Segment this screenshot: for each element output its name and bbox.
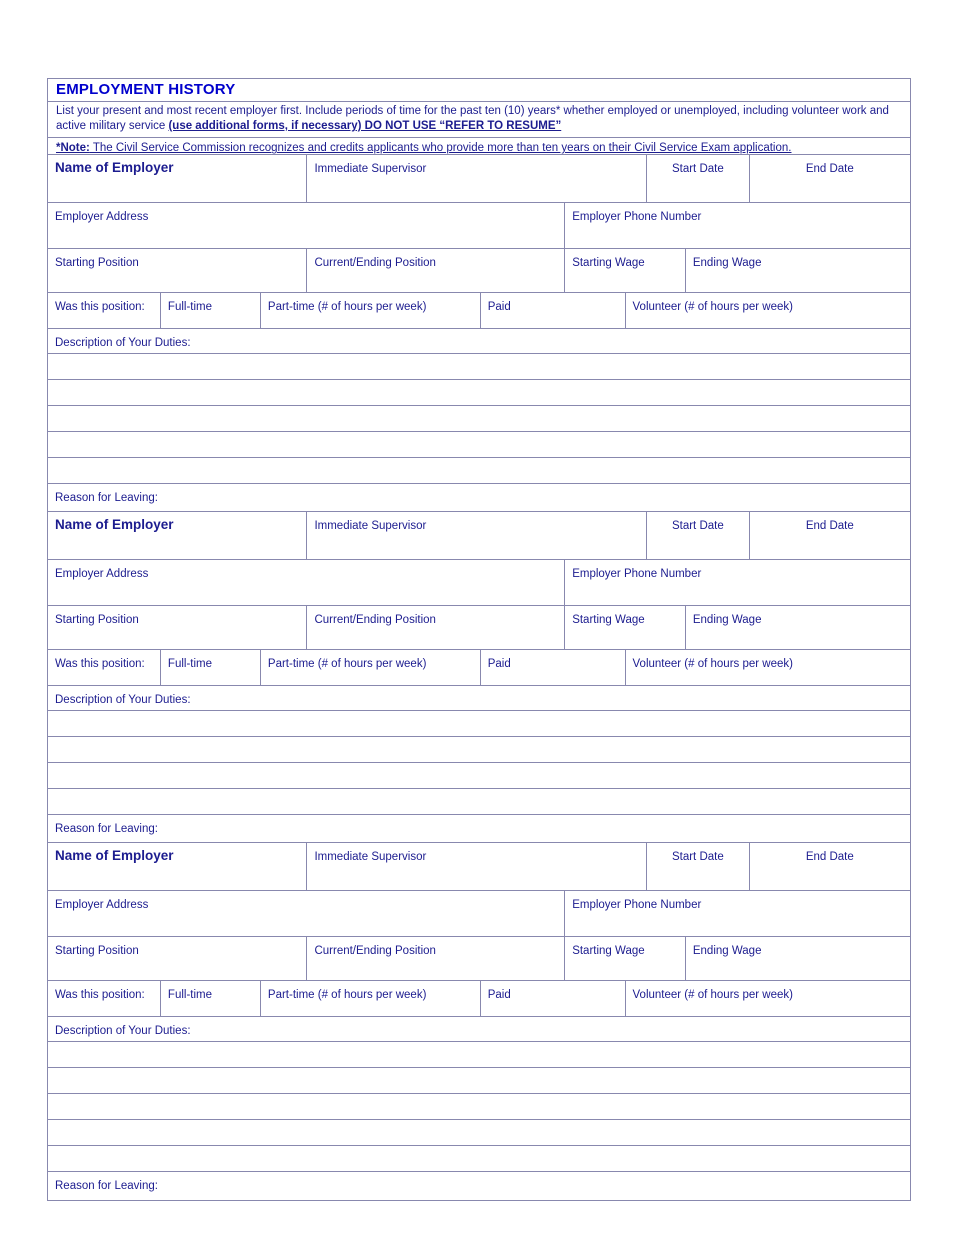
employer-phone-label: Employer Phone Number [572,899,702,912]
duties-line[interactable] [48,1068,910,1094]
paid-cell[interactable] [481,650,626,685]
employer-phone-cell[interactable] [565,560,910,605]
instructions-normal: List your present and most recent employer first. Include periods of time for the past ten (10) years* whether employed or unemployed, including volunteer work and active military service [56,105,889,133]
starting-position-label: Starting Position [55,945,139,958]
was-this-position-label: Was this position: [55,658,145,671]
duties-line[interactable] [48,432,910,458]
end-date-label: End Date [805,163,854,176]
employer-block-1 [48,155,910,512]
start-date-cell[interactable] [647,155,750,202]
note-label: *Note: [56,142,90,155]
end-date-cell[interactable] [750,512,910,559]
starting-position-cell[interactable] [48,249,307,292]
end-date-cell[interactable] [750,155,910,202]
employer-name-cell[interactable] [48,155,307,202]
reason-for-leaving-label: Reason for Leaving: [55,823,158,836]
ending-wage-label: Ending Wage [692,945,762,958]
start-date-label: Start Date [671,520,724,533]
current-ending-position-label: Current/Ending Position [314,945,436,958]
employment-history-form [47,78,911,1201]
employer-name-cell[interactable] [48,843,307,890]
immediate-supervisor-label: Immediate Supervisor [314,520,427,533]
ending-wage-cell[interactable] [686,937,910,980]
reason-for-leaving-label: Reason for Leaving: [55,1180,158,1193]
starting-position-label: Starting Position [55,257,139,270]
ending-wage-cell[interactable] [686,606,910,649]
part-time-label: Part-time (# of hours per week) [267,989,427,1002]
name-of-employer-label: Name of Employer [55,160,174,176]
duties-line[interactable] [48,354,910,380]
end-date-label: End Date [805,520,854,533]
volunteer-cell[interactable] [626,981,910,1016]
starting-wage-label: Starting Wage [572,945,645,958]
part-time-label: Part-time (# of hours per week) [267,301,427,314]
full-time-label: Full-time [167,301,213,314]
part-time-label: Part-time (# of hours per week) [267,658,427,671]
part-time-cell[interactable] [261,981,481,1016]
duties-line[interactable] [48,406,910,432]
volunteer-label: Volunteer (# of hours per week) [632,301,793,314]
employer-name-cell[interactable] [48,512,307,559]
reason-for-leaving-cell[interactable] [48,484,910,511]
ending-wage-cell[interactable] [686,249,910,292]
instructions-bold: (use additional forms, if necessary) DO NOT USE “REFER TO RESUME” [168,120,562,133]
paid-label: Paid [487,989,511,1002]
instructions-row [48,102,910,138]
volunteer-cell[interactable] [626,293,910,328]
employer-phone-cell[interactable] [565,891,910,936]
current-ending-position-label: Current/Ending Position [314,257,436,270]
paid-label: Paid [487,301,511,314]
immediate-supervisor-label: Immediate Supervisor [314,851,427,864]
duties-line[interactable] [48,458,910,484]
duties-line[interactable] [48,1146,910,1172]
duties-label: Description of Your Duties: [55,337,191,350]
employer-phone-label: Employer Phone Number [572,568,702,581]
employer-block-2 [48,512,910,843]
employer-phone-label: Employer Phone Number [572,211,702,224]
employer-address-cell[interactable] [48,203,565,248]
duties-line[interactable] [48,789,910,815]
employer-address-label: Employer Address [55,211,149,224]
full-time-cell[interactable] [161,293,261,328]
form-title-row [48,79,910,102]
employer-phone-cell[interactable] [565,203,910,248]
starting-wage-cell[interactable] [565,937,686,980]
start-date-cell[interactable] [647,843,750,890]
end-date-label: End Date [805,851,854,864]
start-date-label: Start Date [671,163,724,176]
name-of-employer-label: Name of Employer [55,848,174,864]
volunteer-cell[interactable] [626,650,910,685]
current-ending-position-label: Current/Ending Position [314,614,436,627]
start-date-cell[interactable] [647,512,750,559]
immediate-supervisor-cell[interactable] [307,512,647,559]
full-time-label: Full-time [167,658,213,671]
starting-position-label: Starting Position [55,614,139,627]
reason-for-leaving-label: Reason for Leaving: [55,492,158,505]
duties-cell[interactable] [48,686,910,710]
was-this-position-cell [48,650,161,685]
full-time-cell[interactable] [161,650,261,685]
volunteer-label: Volunteer (# of hours per week) [632,989,793,1002]
immediate-supervisor-cell[interactable] [307,843,647,890]
immediate-supervisor-label: Immediate Supervisor [314,163,427,176]
was-this-position-label: Was this position: [55,989,145,1002]
duties-line[interactable] [48,711,910,737]
paid-cell[interactable] [481,981,626,1016]
starting-wage-label: Starting Wage [572,257,645,270]
was-this-position-label: Was this position: [55,301,145,314]
employer-address-cell[interactable] [48,560,565,605]
volunteer-label: Volunteer (# of hours per week) [632,658,793,671]
note-row [48,138,910,155]
duties-line[interactable] [48,1042,910,1068]
starting-position-cell[interactable] [48,606,307,649]
end-date-cell[interactable] [750,843,910,890]
starting-wage-label: Starting Wage [572,614,645,627]
duties-label: Description of Your Duties: [55,694,191,707]
duties-line[interactable] [48,737,910,763]
duties-label: Description of Your Duties: [55,1025,191,1038]
duties-line[interactable] [48,1094,910,1120]
duties-cell[interactable] [48,329,910,353]
duties-cell[interactable] [48,1017,910,1041]
starting-wage-cell[interactable] [565,606,686,649]
part-time-cell[interactable] [261,650,481,685]
current-ending-position-cell[interactable] [307,937,565,980]
paid-label: Paid [487,658,511,671]
duties-line[interactable] [48,380,910,406]
note-body: The Civil Service Commission recognizes and credits applicants who provide more than ten years on their Civil Service Exam application. [89,142,792,155]
paid-cell[interactable] [481,293,626,328]
immediate-supervisor-cell[interactable] [307,155,647,202]
note-text [56,142,791,154]
ending-wage-label: Ending Wage [692,257,762,270]
employer-address-cell[interactable] [48,891,565,936]
current-ending-position-cell[interactable] [307,249,565,292]
employer-address-label: Employer Address [55,899,149,912]
start-date-label: Start Date [671,851,724,864]
current-ending-position-cell[interactable] [307,606,565,649]
duties-line[interactable] [48,1120,910,1146]
starting-position-cell[interactable] [48,937,307,980]
starting-wage-cell[interactable] [565,249,686,292]
reason-for-leaving-cell[interactable] [48,1172,910,1200]
ending-wage-label: Ending Wage [692,614,762,627]
full-time-label: Full-time [167,989,213,1002]
was-this-position-cell [48,981,161,1016]
part-time-cell[interactable] [261,293,481,328]
employer-block-3 [48,843,910,1200]
reason-for-leaving-cell[interactable] [48,815,910,842]
full-time-cell[interactable] [161,981,261,1016]
name-of-employer-label: Name of Employer [55,517,174,533]
employer-address-label: Employer Address [55,568,149,581]
instructions-text [56,104,902,134]
was-this-position-cell [48,293,161,328]
duties-line[interactable] [48,763,910,789]
form-title: EMPLOYMENT HISTORY [56,81,236,98]
